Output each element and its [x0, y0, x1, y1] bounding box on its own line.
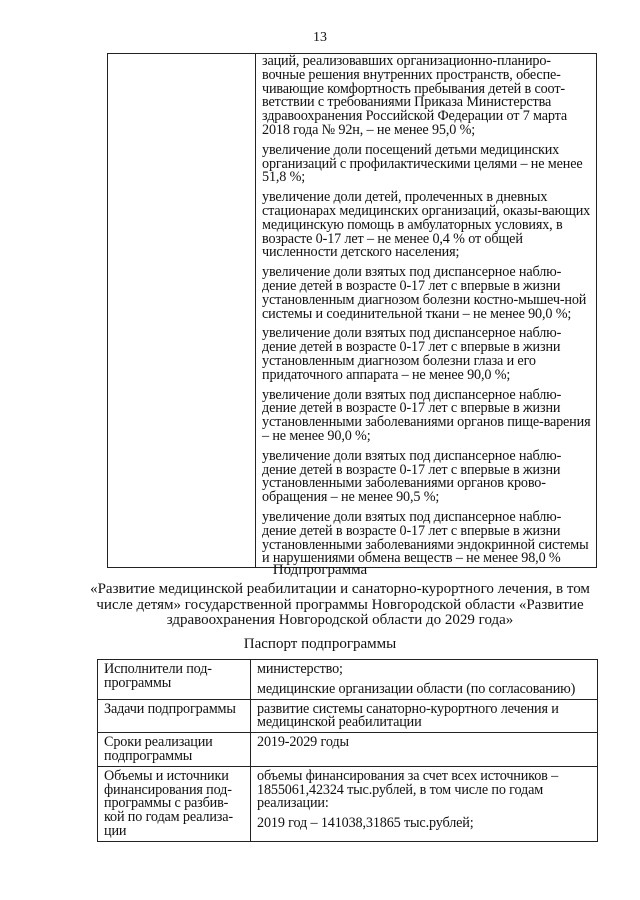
passport-row-tasks: [98, 699, 598, 733]
empty-label-cell: [108, 54, 256, 568]
passport-label: Объемы и источники финансирования под-программы с разбив-кой по годам реализа-ции: [98, 766, 251, 841]
passport-table: [97, 659, 598, 842]
goal-item: увеличение доли детей, пролеченных в дневных стационарах медицинских организаций, оказы-вающих медицинскую помощь в амбулаторных условиях, в возрасте 0-17 лет – не менее 0,4 % от общей численности детского населения;: [262, 189, 591, 261]
page-number: 13: [313, 30, 327, 45]
goal-item: заций, реализовавших организационно-планиро-вочные решения внутренних пространств, обеспе-чивающие комфортность пребывания детей в соот-ветствии с требованиями Приказа Министерства здравоохранения Российской Федерации от 7 марта 2018 года № 92н, – не менее 95,0 %;: [262, 53, 568, 138]
passport-label: Исполнители под-программы: [98, 660, 251, 700]
goal-item: увеличение доли взятых под диспансерное наблю-дение детей в возрасте 0-17 лет с впервые в жизни установленными заболеваниями органов пище-варения – не менее 90,0 %;: [262, 386, 591, 444]
goal-item: увеличение доли посещений детьми медицинских организаций с профилактическими целями – не менее 51,8 %;: [262, 141, 583, 186]
subprogram-heading: Подпрограмма: [272, 562, 368, 578]
goal-item: увеличение доли взятых под диспансерное наблю-дение детей в возрасте 0-17 лет с впервые в жизни установленным диагнозом болезни костно-мышеч-ной системы и соединительной ткани – не менее 90,0 %;: [262, 264, 587, 322]
passport-title: Паспорт подпрограммы: [243, 636, 397, 652]
continued-goals-table: [107, 53, 597, 568]
passport-value-line: 2019-2029 годы: [257, 734, 349, 751]
passport-value: [251, 733, 598, 767]
passport-value-line: развитие системы санаторно-курортного лечения и медицинской реабилитации: [257, 700, 559, 731]
passport-label: Задачи подпрограммы: [98, 699, 251, 733]
passport-value: [251, 660, 598, 700]
subprogram-name: «Развитие медицинской реабилитации и санаторно-курортного лечения, в том числе детям» государственной программы Новгородской области «Развитие здравоохранения Новгородской области до 2029 года»: [90, 581, 590, 628]
passport-value: [251, 766, 598, 841]
passport-row-terms: [98, 733, 598, 767]
goals-cell: [256, 54, 597, 568]
goal-item: увеличение доли взятых под диспансерное наблю-дение детей в возрасте 0-17 лет с впервые в жизни установленными заболеваниями органов крово-обращения – не менее 90,5 %;: [262, 447, 562, 506]
passport-value-line: объемы финансирования за счет всех источников – 1855061,42324 тыс.рублей, в том числе по годам реализации:: [257, 767, 559, 812]
passport-label: Сроки реализации подпрограммы: [98, 733, 251, 767]
goal-item: увеличение доли взятых под диспансерное наблю-дение детей в возрасте 0-17 лет с впервые в жизни установленным диагнозом болезни глаза и его придаточного аппарата – не менее 90,0 %;: [262, 325, 562, 383]
passport-value-line: министерство;: [257, 661, 343, 677]
passport-value: [251, 699, 598, 733]
passport-value-line: медицинские организации области (по согласованию): [257, 680, 576, 697]
passport-row-funding: [98, 766, 598, 841]
passport-row-executors: [98, 660, 598, 700]
passport-value-line: 2019 год – 141038,31865 тыс.рублей;: [257, 815, 474, 832]
goal-item: увеличение доли взятых под диспансерное наблю-дение детей в возрасте 0-17 лет с впервые в жизни установленными заболеваниями эндокринной системы и нарушениями обмена веществ – не менее 98,0 %: [262, 508, 589, 567]
